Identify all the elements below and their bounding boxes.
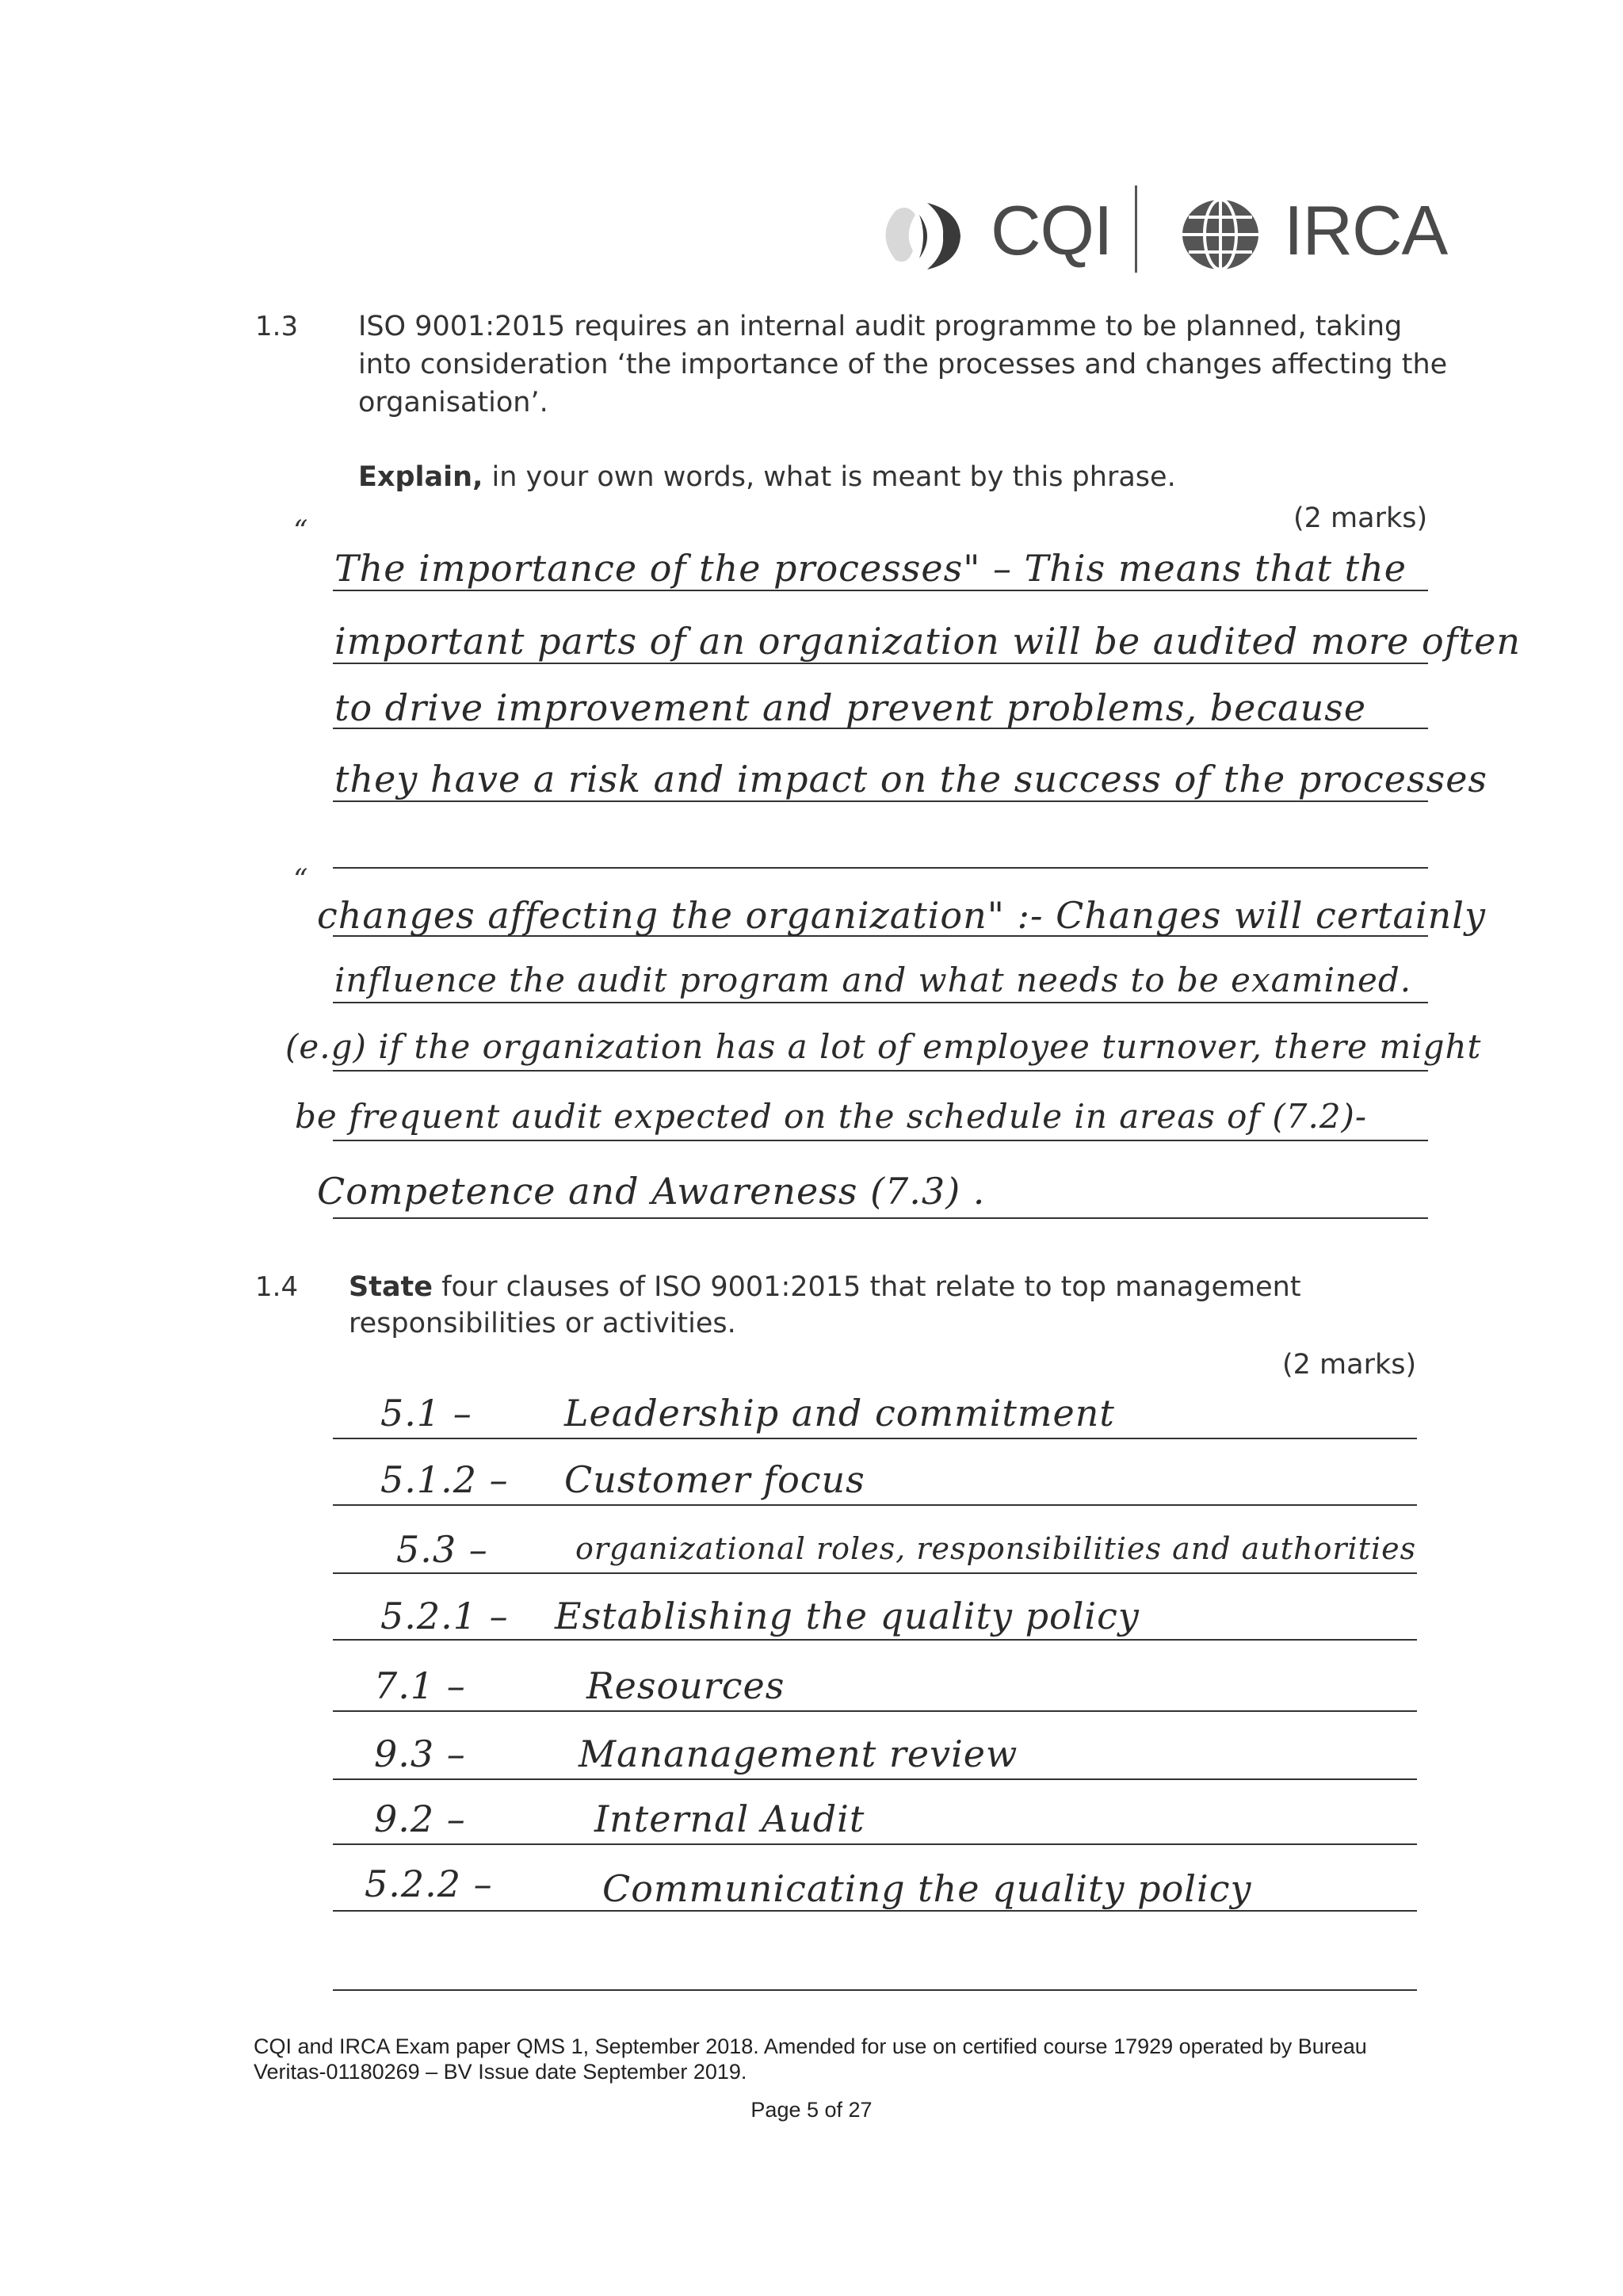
clause-number: 5.1.2 – bbox=[380, 1458, 509, 1501]
answer-line: they have a risk and impact on the success of the processes bbox=[334, 758, 1488, 800]
clause-number: 5.3 – bbox=[396, 1528, 488, 1571]
answer-rule bbox=[333, 1989, 1417, 1991]
clause-number: 7.1 – bbox=[374, 1664, 466, 1707]
answer-rule bbox=[333, 1572, 1417, 1574]
answer-rule bbox=[333, 1438, 1417, 1439]
answer-rule bbox=[333, 1140, 1428, 1141]
irca-wordmark: IRCA bbox=[1284, 191, 1448, 269]
cqi-wordmark: CQI bbox=[991, 191, 1113, 269]
answer-line: be frequent audit expected on the schedule in areas of (7.2)- bbox=[295, 1097, 1368, 1136]
answer-rule bbox=[333, 1504, 1417, 1506]
question-1-3-number: 1.3 bbox=[255, 311, 299, 342]
footer-line2: Veritas-01180269 – BV Issue date September 2019. bbox=[254, 2060, 747, 2084]
question-1-3-marks: (2 marks) bbox=[1293, 502, 1428, 534]
clause-description: Leadership and commitment bbox=[564, 1392, 1115, 1435]
clause-description: Resources bbox=[586, 1664, 785, 1707]
open-quote-mark: “ bbox=[293, 864, 308, 896]
answer-rule bbox=[333, 1217, 1428, 1219]
answer-line: to drive improvement and prevent problems, because bbox=[334, 686, 1367, 729]
question-1-3-text-line1: ISO 9001:2015 requires an internal audit programme to be planned, taking bbox=[358, 311, 1403, 342]
answer-rule bbox=[333, 1639, 1417, 1641]
question-1-4-text-line2: responsibilities or activities. bbox=[349, 1308, 736, 1339]
question-1-3-text-line3: organisation’. bbox=[358, 387, 548, 418]
answer-line: The importance of the processes" – This means that the bbox=[334, 547, 1407, 590]
answer-rule bbox=[333, 867, 1428, 869]
clause-description: Establishing the quality policy bbox=[555, 1595, 1140, 1637]
answer-line: influence the audit program and what needs to be examined. bbox=[334, 961, 1412, 999]
page-footer bbox=[254, 2034, 1442, 2084]
answer-rule bbox=[333, 1910, 1417, 1912]
globe-icon bbox=[1177, 195, 1264, 274]
logo-divider bbox=[1135, 185, 1137, 273]
answer-rule bbox=[333, 1710, 1417, 1712]
open-quote-mark: “ bbox=[293, 515, 308, 548]
answer-line: important parts of an organization will be audited more often bbox=[334, 620, 1521, 663]
instruction-rest: in your own words, what is meant by this phrase. bbox=[483, 461, 1176, 493]
answer-rule bbox=[333, 1070, 1428, 1072]
instruction-verb: Explain, bbox=[358, 461, 483, 493]
clause-description: Communicating the quality policy bbox=[602, 1867, 1252, 1910]
answer-rule bbox=[333, 590, 1428, 591]
page-number: Page 5 of 27 bbox=[750, 2098, 873, 2122]
cqi-mark-icon bbox=[872, 195, 983, 274]
cqi-irca-logo bbox=[872, 181, 1448, 284]
answer-line: Competence and Awareness (7.3) . bbox=[317, 1170, 986, 1213]
answer-rule bbox=[333, 1843, 1417, 1845]
answer-line: changes affecting the organization" :- Changes will certainly bbox=[317, 894, 1486, 937]
question-1-4-number: 1.4 bbox=[255, 1271, 299, 1303]
clause-number: 9.2 – bbox=[374, 1797, 466, 1840]
answer-rule bbox=[333, 1778, 1417, 1780]
instruction-verb: State bbox=[349, 1271, 433, 1303]
answer-rule bbox=[333, 800, 1428, 802]
clause-number: 5.1 – bbox=[380, 1392, 472, 1435]
question-1-3-instruction bbox=[358, 458, 1176, 496]
question-1-4-marks: (2 marks) bbox=[1282, 1349, 1417, 1381]
answer-rule bbox=[333, 663, 1428, 664]
question-1-3-text-line2: into consideration ‘the importance of the processes and changes affecting the bbox=[358, 349, 1448, 380]
clause-description: Mananagement review bbox=[579, 1733, 1018, 1775]
answer-rule bbox=[333, 1002, 1428, 1003]
answer-line: (e.g) if the organization has a lot of employee turnover, there might bbox=[285, 1027, 1482, 1066]
instruction-rest: four clauses of ISO 9001:2015 that relate to top management bbox=[433, 1271, 1301, 1303]
clause-description: Internal Audit bbox=[594, 1797, 865, 1840]
clause-description: organizational roles, responsibilities and authorities bbox=[575, 1531, 1417, 1566]
clause-description: Customer focus bbox=[564, 1458, 865, 1501]
footer-line1: CQI and IRCA Exam paper QMS 1, September 2018. Amended for use on certified course 17929 operated by Bureau bbox=[254, 2034, 1367, 2058]
question-1-4-text-line1 bbox=[349, 1268, 1301, 1306]
clause-number: 9.3 – bbox=[374, 1733, 466, 1775]
clause-number: 5.2.2 – bbox=[365, 1862, 493, 1905]
clause-number: 5.2.1 – bbox=[380, 1595, 509, 1637]
